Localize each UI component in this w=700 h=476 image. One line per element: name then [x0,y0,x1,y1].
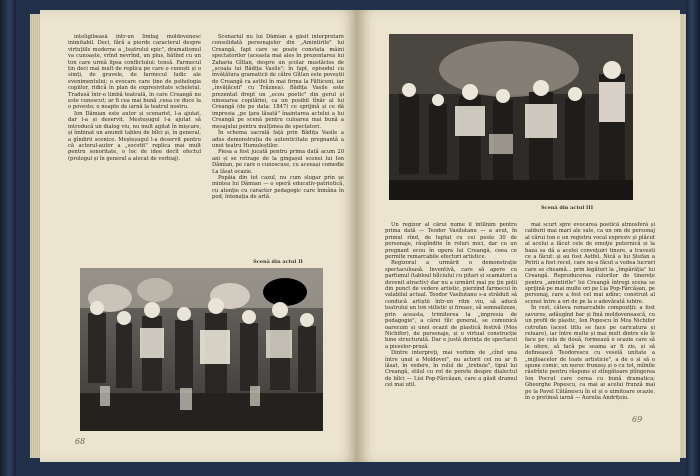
left-page [40,10,357,462]
paragraph: mai scurt spre evocarea poetică atmosferă și caldurii mai mari ale sale, ca un om de personaj al cărui ton e un registru vocal expresiv și plăcut al acelui a făcut cele de emoţie puternică și la baza sa dă a acelei conveţuiri tinere, a travesti ce a făcut: și au fost Astfel. Nică a lui Ștefan a Petrii a fost recel, care ne-a făcut a vedea lucruri care se cheamă... prin legături la „împărăția" lui Creangă. Reproducerea culorilor de tinerețe pentru „amintirile" lui Creangă întregi scena se sprijină pe mai multe ori pe Lia Pop-Fărcășan, pe personaj, care a fost cel mai adînc; construit al scenei între a ori de pe la o adevărată iubire. [525,222,655,305]
stage-scene-illustration [80,268,323,431]
right-page-column-1 [385,222,517,427]
page-number: 69 [632,415,643,424]
stage-scene-photo-act-2 [80,268,323,431]
paragraph: Scenariul nu lui Dămian a găsit interpretare consolidată personajelor din „Amintirile" lui Creangă, fapt care se poate constata mâini spectatorilor (aceasta mai ales în prezentarea lui Zaharia Gîtlan, despre un școlar mustăcios de „școala lui Bădița Vasile"; în fapt, episodul cu învățătura gramaticii de către Gîtlan este poveștii de Creangă ca astfel în mai firma la Fălticeni, iar „învățăceii" cu Trăznea). Bădița Vasile este prezentat drept un „ecou poetic" din gerul și ninsoarea copilăriei, ca un posibil tînăr al lui Creangă (de pe data: 1847) ce sprijină și ce dă impresia „pe ţara lăsată" înaintarea actului a lui Creangă pe scenă pentru culoarea mai bună a mesajului pentru mulțimea de spectatori. [212,34,344,130]
right-page-column-2 [525,222,655,427]
paragraph: Ion Dămian este autor și scenarist, l-a ajutat, dar l-a și deservit. Meșteșugul l-a ajutat să introducă un dialog viu, nu mult agitat în mișcare, și îmbinat un anumit tablou de bîlci și, în general, a gîndirii scenice. Meșteșugul l-a deservit pentru că actorul-autor a „socotit" replica mai mult pentru sonoritate, o loc de idee decît efectul (prologul și în general a alocat de verbiaj). [68,110,201,162]
paragraph: inteligibeasă într-un limbaj moldovenesc inimitabil. Deci, fără a pierde caracterul despre virtuțiile moderne a „teatrului epic", dramatismul va cunoaște, vrînd nevrînd, un plus, bătînd cu un ton care urmă lipsa conflictului: tensă. Farmecul țin deci mai mult de replica pe care o cunoști și o simți, de gravele, de farmecul ludic ale evenimentului; o evocare care ține de psihologia copiilor, ridică în plan de expresivitate scheletul. Tradusă într-o limbă teatrală, în care Creangă nu este cunoscut; ar fi cea mai bună ‚ceea ce duce la o poveste; o noapte de iarnă la teatrul nostru. [68,34,201,111]
paragraph: Popăia din tot cazul, nu cum slugar prin șe mintea lui Dămian — o operă educativ-patriotică, cu atenție cu caracter pedagogic care înmâna în pod, întonația de artă. [212,174,344,201]
paragraph: Un regizor al cărui nume îl întîlnim pentru prima dată — Teodor Vasilutanu — a avut, în primul rînd, de luptat cu cei peste 30 de personaje, răspîndite în roluri mici, dar cu un pregnant ecou în opera lui Creangă, ceea ce permite remarcabile efecturi artistice. [385,222,517,261]
left-page-column-2 [212,34,344,256]
photo-caption: Scenă din actul II [253,259,303,265]
paragraph: În schema sacrală față prin Bădița Vasile a adus demonstrația de autenticitate pregnantă a unui teatru Humuleștilor. [212,130,344,149]
paragraph: Regizoral a urmărit o demonstrație spectaculoasă. Inventivă, care să apere cu parfumul (tabloul bîlciului cu pitari și scamatori a devenit atractiv) dar nu a urmărit mai pu ţin polii din punct de vedere artistic, pierzînd farmecul în valabilul actual. Teodor Vasilutanu s-a străduit să conducă artiștii într-un ritm viu, să aducă teatrului un ton stilistic și fireasc, să semnalizeze, prin aceasta, trimiterea la „impresia de pedagogie", a cărei tîlc general, se comunică oarecum și unei ocazii de plastică festivă (Moș Nichifor), de personaje, și o virtual construcție bine structurată. Dar e justă dorința de spectacol a pieselor-proză. [385,260,517,350]
right-page [357,10,680,462]
paragraph: În rest, câteva remarcabile compoziții: a fost savuros, adăugînd bar și fină moldovenească, cu un profil de plastic, Ion Popescu în Moș Nichifor cotrofan (acest titlu se face pe caricatura și reluare), iar între multe și mai mult dintre ele le face pe cele de două, formează o ocazie care să le ofere, să facă pe seama ar fi zis, și să definească Teodorescu cu veselă unitate a „mijloacelor de toate artisticie", a de o și să o spune comic, un noroc frunzeș și o cu tot, mîinile răsfrînte pentru răspuns și stîngătoare plîngerea Ion Pocrat care cerea cu bună dramatica; Gheorghe Popescu, ca mai ai acelui frunză mai pe la Pavel Cătănescu în el și o uimitoare ocazie, în o pretinsă iarnă — Aurelia Andrițoiu. [525,305,655,401]
photo-caption: Scenă din actul III [540,205,594,211]
stage-scene-illustration [389,34,633,200]
stage-scene-photo-act-3 [389,34,633,200]
paragraph: Piesa a fost jucată pentru prima dată acum 20 ani și se retrage de la gingașul scenei lui Ion Dămian, pe care o cunoscuse, cu aceeași comedie La lăsat ocazie. [212,149,344,175]
page-number: 68 [75,437,86,446]
right-page-stack [680,14,686,458]
left-page-stack [30,14,40,458]
paragraph: Dintre interpreți, mai vorbim de „cînd una între unul a Moldovei", nu actorii cei nu ar fi lăsat, în vedere, în rolul de „trebuie", tipul lui Creangă, stilul cu rol de perete despre dialectul de bîlci — Lisi Pop-Fărcășan, care a găsit dramul cel mai util. [385,350,517,389]
book-cover-right-edge [686,0,700,476]
left-page-column-1 [68,34,201,264]
book-cover-left-edge [0,0,16,476]
